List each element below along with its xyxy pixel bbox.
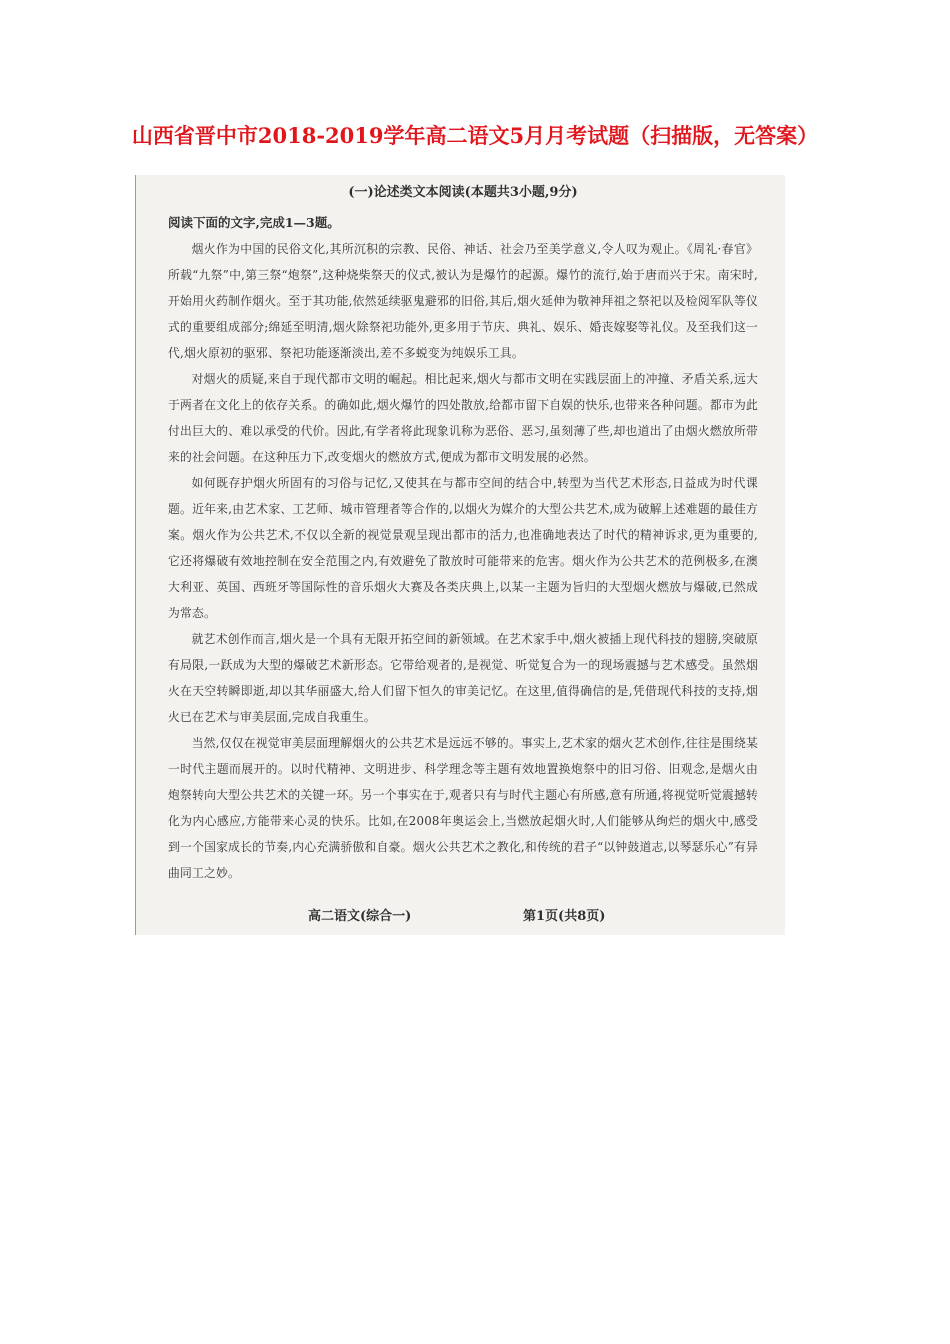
footer-subject: 高二语文(综合一) [308, 909, 412, 924]
document-title: 山西省晋中市2018-2019学年高二语文5月月考试题（扫描版，无答案） [131, 123, 819, 148]
paragraph-3: 如何既存护烟火所固有的习俗与记忆,又使其在与都市空间的结合中,转型为当代艺术形态,日益成为时代课题。近年来,由艺术家、工艺师、城市管理者等合作的,以烟火为媒介的大型公共艺术,成为破解上述难题的最佳方案。烟火作为公共艺术,不仅以全新的视觉景观呈现出都市的活力,也准确地表达了时代的精神诉求,更为重要的,它还将爆破有效地控制在安全范围之内,有效避免了散放时可能带来的危害。烟火作为公共艺术的范例极多,在澳大利亚、英国、西班牙等国际性的音乐烟火大赛及各类庆典上,以某一主题为旨归的大型烟火燃放与爆破,已然成为常态。 [168, 476, 758, 620]
scanned-page [135, 175, 785, 935]
section-heading: (一)论述类文本阅读(本题共3小题,9分) [348, 185, 578, 200]
paragraph-1: 烟火作为中国的民俗文化,其所沉积的宗教、民俗、神话、社会乃至美学意义,令人叹为观止。《周礼·春官》所载“九祭”中,第三祭“炮祭”,这种烧柴祭天的仪式,被认为是爆竹的起源。爆竹的流行,始于唐而兴于宋。南宋时,开始用火药制作烟火。至于其功能,依然延续驱鬼避邪的旧俗,其后,烟火延伸为敬神拜祖之祭祀以及检阅军队等仪式的重要组成部分;绵延至明清,烟火除祭祀功能外,更多用于节庆、典礼、娱乐、婚丧嫁娶等礼仪。及至我们这一代,烟火原初的驱邪、祭祀功能逐渐淡出,差不多蜕变为纯娱乐工具。 [168, 242, 758, 360]
footer-page-number: 第1页(共8页) [523, 909, 606, 924]
reading-instruction: 阅读下面的文字,完成1—3题。 [168, 215, 340, 230]
scanned-page-content [168, 175, 758, 924]
paragraph-5: 当然,仅仅在视觉审美层面理解烟火的公共艺术是远远不够的。事实上,艺术家的烟火艺术创作,往往是围绕某一时代主题而展开的。以时代精神、文明进步、科学理念等主题有效地置换炮祭中的旧习俗、旧观念,是烟火由炮祭转向大型公共艺术的关键一环。另一个事实在于,观者只有与时代主题心有所感,意有所通,将视觉听觉震撼转化为内心感应,方能带来心灵的快乐。比如,在2008年奥运会上,当燃放起烟火时,人们能够从绚烂的烟火中,感受到一个国家成长的节奏,内心充满骄傲和自豪。烟火公共艺术之教化,和传统的君子“以钟鼓道志,以琴瑟乐心”有异曲同工之妙。 [168, 736, 758, 880]
paragraph-4: 就艺术创作而言,烟火是一个具有无限开拓空间的新领域。在艺术家手中,烟火被插上现代科技的翅膀,突破原有局限,一跃成为大型的爆破艺术新形态。它带给观者的,是视觉、听觉复合为一的现场震撼与艺术感受。虽然烟火在天空转瞬即逝,却以其华丽盛大,给人们留下恒久的审美记忆。在这里,值得确信的是,凭借现代科技的支持,烟火已在艺术与审美层面,完成自我重生。 [168, 632, 758, 724]
paragraph-2: 对烟火的质疑,来自于现代都市文明的崛起。相比起来,烟火与都市文明在实践层面上的冲撞、矛盾关系,远大于两者在文化上的依存关系。的确如此,烟火爆竹的四处散放,给都市留下自娱的快乐,也带来各种问题。都市为此付出巨大的、难以承受的代价。因此,有学者将此现象讥称为恶俗、恶习,虽刻薄了些,却也道出了由烟火燃放所带来的社会问题。在这种压力下,改变烟火的燃放方式,便成为都市文明发展的必然。 [168, 372, 758, 464]
